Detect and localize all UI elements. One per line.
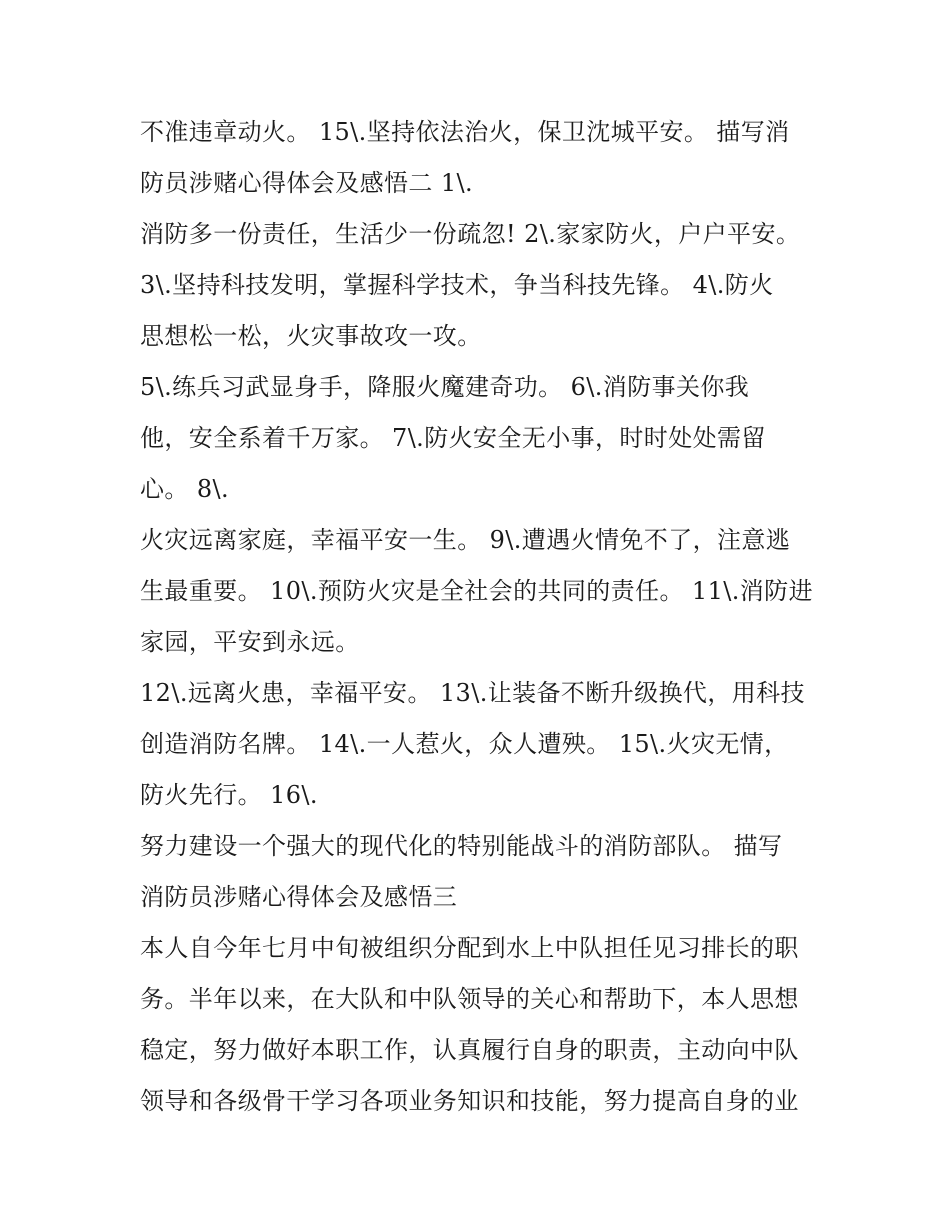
text-line: 他，安全系着千万家。 7\.防火安全无小事，时时处处需留 [140,424,766,452]
text-line: 消防多一份责任，生活少一份疏忽! 2\.家家防火，户户平安。 [140,220,801,248]
text-line: 本人自今年七月中旬被组织分配到水上中队担任见习排长的职 [140,934,799,962]
document-body [140,107,820,1127]
text-line: 务。半年以来，在大队和中队领导的关心和帮助下，本人思想 [140,985,799,1013]
text-line: 火灾远离家庭，幸福平安一生。 9\.遭遇火情免不了，注意逃 [140,526,791,554]
text-line: 不准违章动火。 15\.坚持依法治火，保卫沈城平安。 描写消 [140,118,790,146]
text-line: 创造消防名牌。 14\.一人惹火，众人遭殃。 15\.火灾无情， [140,730,789,758]
text-line: 努力建设一个强大的现代化的特别能战斗的消防部队。 描写 [140,832,783,860]
text-line: 领导和各级骨干学习各项业务知识和技能，努力提高自身的业 [140,1087,799,1115]
text-line: 防火先行。 16\. [140,781,318,809]
text-line: 生最重要。 10\.预防火灾是全社会的共同的责任。 11\.消防进 [140,577,813,605]
text-line: 5\.练兵习武显身手，降服火魔建奇功。 6\.消防事关你我 [140,373,750,401]
text-line: 思想松一松，火灾事故攻一攻。 [140,322,482,350]
text-line: 家园，平安到永远。 [140,628,360,656]
text-line: 12\.远离火患，幸福平安。 13\.让装备不断升级换代，用科技 [140,679,805,707]
text-line: 3\.坚持科技发明，掌握科学技术，争当科技先锋。 4\.防火 [140,271,774,299]
text-line: 防员涉赌心得体会及感悟二 1\. [140,169,474,197]
text-line: 稳定，努力做好本职工作，认真履行自身的职责，主动向中队 [140,1036,799,1064]
text-line: 心。 8\. [140,475,230,503]
text-line: 消防员涉赌心得体会及感悟三 [140,883,458,911]
